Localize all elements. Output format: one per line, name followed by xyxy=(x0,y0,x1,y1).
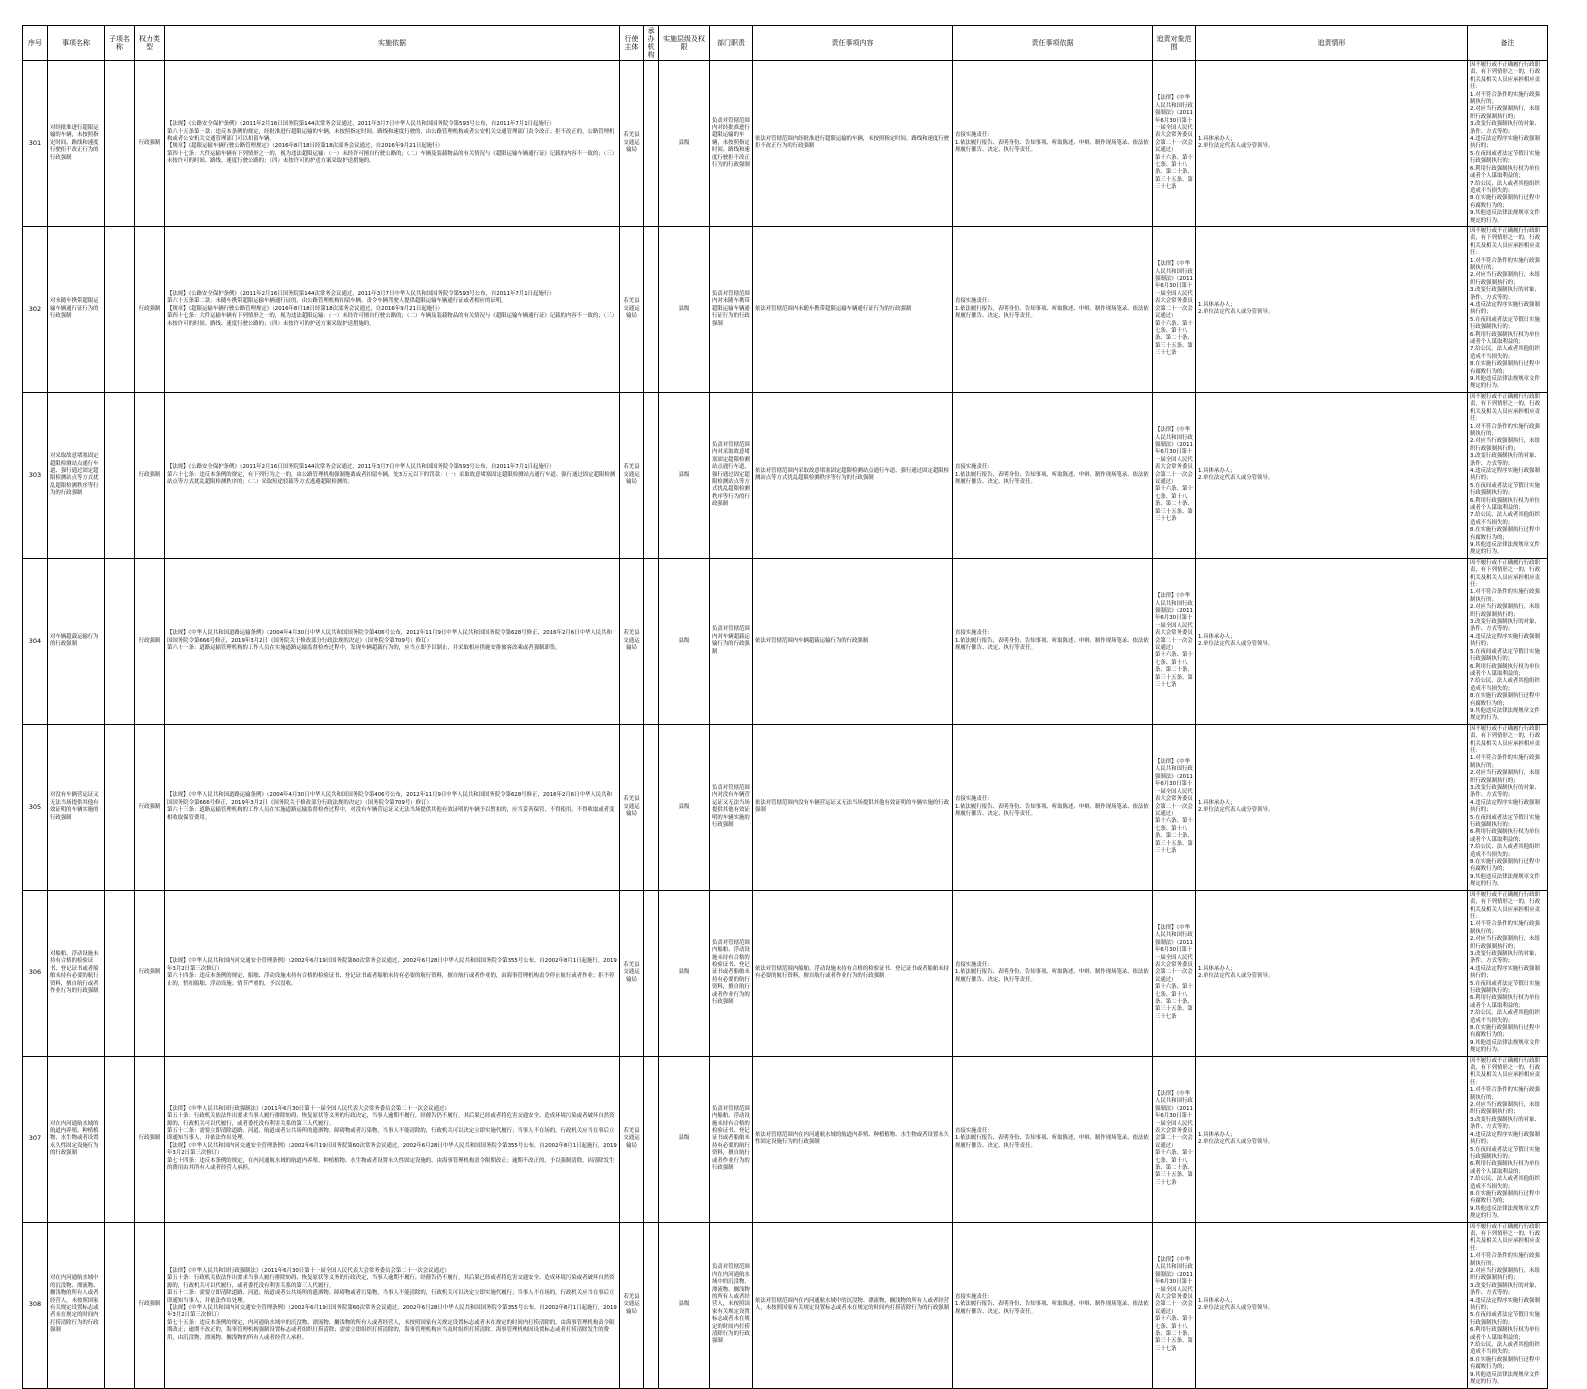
cell-situations: 因不履行或不正确履行行政职责，有下列情形之一的，行政机关及相关人员应承担相应责任： 1.对不符合条件的实施行政强制执行的； 2.对应当行政强制执行，未组织行政强制执行的； 3.改变行政强制执行的对象、条件、方式等的； 4.违反法定程序实施行政强制执行的； 5.在夜间或者法定节假日实施行政强制执行的； 6.利用行政强制执行权为单位或者个人谋取利益的； 7.给公民、法人或者其他组织造成不当损失的； 8.在实施行政强制执行过程中有腐败行为的； 9.其他违反法律法规规章文件规定的行为。 xyxy=(1468,724,1548,890)
cell-basis: 【法规】《公路安全保护条例》（2011年2月16日国务院第144次常务会议通过，2011年3月7日中华人民共和国国务院令第593号公布，自2011年7月1日起施行） 第六十七条：违反本条例的规定，有下列行为之一的，由公路管理机构强制拖离或者扣留车辆，处3万元以下的罚款：（一）采取故意堵塞固定超限检测站点通行车道、强行通过固定超限检测站点等方式扰乱超限检测秩序的；（二）采取短途驳载等方式逃避超限检测的。 xyxy=(165,392,620,558)
cell-subject: 若羌县交通运输局 xyxy=(620,1056,644,1222)
cell-dept-duty: 依法对管辖范围内未随车携带超限运输车辆通行证行为的行政强制 xyxy=(753,226,953,392)
table-row xyxy=(23,61,1548,227)
cell-scope: 负责对管辖范围内对经批准进行超限运输的车辆，未按照指定时间、路线和速度行驶拒不改正行为的行政强制 xyxy=(710,61,753,227)
cell-dept-duty: 依法对管辖范围内在内河通航水域中的沉没物、漂流物、搁浅物的所有人或者经营人，未按照国家有关规定设置标志或者未在规定的时间内打捞清除行为的行政强制 xyxy=(753,1222,953,1388)
cell-subitem xyxy=(105,61,135,227)
cell-basis: 【法律】《中华人民共和国行政强制法》（2011年6月30日第十一届全国人民代表大会常务委员会第二十一次会议通过） 第五十条：行政机关依法作出要求当事人履行排除妨碍、恢复原状等义务的行政决定，当事人逾期不履行，经催告仍不履行，其后果已经或者将危害交通安全、造成环境污染或者破坏自然资源的，行政机关可以代履行，或者委托没有利害关系的第三人代履行。 第五十二条：需要立即清除道路、河道、航道或者公共场所的遗洒物、障碍物或者污染物，当事人不能清除的，行政机关可以决定立即实施代履行；当事人不在场的，行政机关应当在事后立即通知当事人，并依法作出处理。 【法规】《中华人民共和国内河交通安全管理条例》（2002年6月19日国务院第60次常务会议通过，2002年6月28日中华人民共和国国务院令第355号公布，自2002年8月1日起施行，2019年3月2日第三次修订） 第七十四条：违反本条例的规定，在内河通航水域的航道内养殖、种植植物、水生物或者设置永久性固定设施的，由海事管理机构责令限期改正；逾期不改正的，予以强制清除，因清除发生的费用由其所有人或者经营人承担。 xyxy=(165,1056,620,1222)
table-row xyxy=(23,558,1548,724)
cell-organ xyxy=(644,724,659,890)
header-cell-content: 责任事项内容 xyxy=(753,26,953,61)
cell-subitem xyxy=(105,226,135,392)
header-cell-no: 序号 xyxy=(23,26,48,61)
cell-resp-content: 直接实施责任： 1.依法履行报告、表明身份、告知事项、听取陈述、申辩、制作现场笔录、依法依规履行催告、决定、执行等责任。 xyxy=(953,226,1153,392)
cell-item-name: 对未随车携带超限运输车辆通行证行为的行政强制 xyxy=(48,226,105,392)
cell-scope: 负责对管辖范围内对车辆超载运输行为的行政强制 xyxy=(710,558,753,724)
cell-scope: 负责对管辖范围内船舶、浮动设施未持有合格的检验证书、登记证书或者船舶未持有必要的航行资料，擅自航行或者作业行为的行政强制 xyxy=(710,890,753,1056)
cell-subitem xyxy=(105,1222,135,1388)
table-row xyxy=(23,1222,1548,1388)
table-row xyxy=(23,392,1548,558)
cell-power-type: 行政强制 xyxy=(135,724,165,890)
cell-basis: 【法规】《中华人民共和国内河交通安全管理条例》（2002年6月19日国务院第60次常务会议通过，2002年6月28日中华人民共和国国务院令第355号公布，自2002年8月1日起施行，2019年3月2日第三次修订） 第六十四条：违反本条例的规定，船舶、浮动设施未持有合格的检验证书、登记证书或者船舶未持有必要的航行资料，擅自航行或者作业的，由海事管理机构责令停止航行或者作业；拒不停止的，暂扣船舶、浮动设施；情节严重的，予以没收。 xyxy=(165,890,620,1056)
cell-situations: 因不履行或不正确履行行政职责，有下列情形之一的，行政机关及相关人员应承担相应责任： 1.对不符合条件的实施行政强制执行的； 2.对应当行政强制执行，未组织行政强制执行的； 3.改变行政强制执行的对象、条件、方式等的； 4.违反法定程序实施行政强制执行的； 5.在夜间或者法定节假日实施行政强制执行的； 6.利用行政强制执行权为单位或者个人谋取利益的； 7.给公民、法人或者其他组织造成不当损失的； 8.在实施行政强制执行过程中有腐败行为的； 9.其他违反法律法规规章文件规定的行为。 xyxy=(1468,1222,1548,1388)
cell-item-name: 对采取故意堵塞固定超限检测站点通行车道、强行通过固定超限检测站点等方式扰乱超限检测秩序等行为的行政强制 xyxy=(48,392,105,558)
cell-level: 县级 xyxy=(659,890,710,1056)
cell-level: 县级 xyxy=(659,1056,710,1222)
cell-scope: 负责对管辖范围内对没有车辆营运证又无法当场提供其他有效证明的车辆实施的行政强制 xyxy=(710,724,753,890)
cell-no: 301 xyxy=(23,61,48,227)
cell-power-type: 行政强制 xyxy=(135,392,165,558)
cell-subitem xyxy=(105,890,135,1056)
cell-subject: 若羌县交通运输局 xyxy=(620,226,644,392)
cell-resp-basis: 【法律】《中华人民共和国行政强制法》（2011年6月30日第十一届全国人民代表大会常务委员会第二十一次会议通过） 第十六条、第十七条、第十八条、第二十条、第三十五条、第三十七条 xyxy=(1153,1056,1196,1222)
cell-no: 304 xyxy=(23,558,48,724)
cell-accountable: 1.具体承办人； 2.单位法定代表人或分管领导。 xyxy=(1196,61,1468,227)
cell-subitem xyxy=(105,1056,135,1222)
cell-item-name: 对船舶、浮动设施未持有合格的检验证书、登记证书或者船舶未持有必要的航行资料，擅自航行或者作业行为的行政强制 xyxy=(48,890,105,1056)
cell-dept-duty: 依法对管辖范围内没有车辆营运证又无法当场提供其他有效证明的车辆实施的行政强制 xyxy=(753,724,953,890)
cell-resp-content: 直接实施责任： 1.依法履行报告、表明身份、告知事项、听取陈述、申辩、制作现场笔录、依法依规履行催告、决定、执行等责任。 xyxy=(953,890,1153,1056)
cell-resp-content: 直接实施责任： 1.依法履行报告、表明身份、告知事项、听取陈述、申辩、制作现场笔录、依法依规履行催告、决定、执行等责任。 xyxy=(953,1056,1153,1222)
cell-resp-content: 直接实施责任： 1.依法履行报告、表明身份、告知事项、听取陈述、申辩、制作现场笔录、依法依规履行催告、决定、执行等责任。 xyxy=(953,61,1153,227)
cell-scope: 负责对管辖范围内在内河通航水域中的沉没物、漂流物、搁浅物的所有人或者经营人，未按照国家有关规定设置标志或者未在规定的时间内打捞清除行为的行政强制 xyxy=(710,1222,753,1388)
cell-resp-content: 直接实施责任： 1.依法履行报告、表明身份、告知事项、听取陈述、申辩、制作现场笔录、依法依规履行催告、决定、执行等责任。 xyxy=(953,1222,1153,1388)
cell-resp-basis: 【法律】《中华人民共和国行政强制法》（2011年6月30日第十一届全国人民代表大会常务委员会第二十一次会议通过） 第十六条、第十七条、第十八条、第二十条、第三十五条、第三十七条 xyxy=(1153,890,1196,1056)
cell-basis: 【法规】《公路安全保护条例》（2011年2月16日国务院第144次常务会议通过，2011年3月7日中华人民共和国国务院令第593号公布，自2011年7月1日起施行） 第六十五条第二款：未随车携带超限运输车辆通行证的，由公路管理机构扣留车辆，责令车辆驾驶人提供超限运输车辆通行证或者相应的证明。 【规章】《超限运输车辆行驶公路管理规定》（2016年8月18日经第18次部务会议通过，自2016年9月21日起施行） 第四十七条：大件运输车辆有下列情形之一的，视为违法超限运输：（一）未经许可擅自行驶公路的；（二）车辆及装载物品的有关情况与《超限运输车辆通行证》记载的内容不一致的；（三）未按许可的时间、路线、速度行驶公路的；（四）未按许可的护送方案采取护送措施的。 xyxy=(165,226,620,392)
cell-organ xyxy=(644,226,659,392)
cell-accountable: 1.具体承办人； 2.单位法定代表人或分管领导。 xyxy=(1196,226,1468,392)
cell-resp-content: 直接实施责任： 1.依法履行报告、表明身份、告知事项、听取陈述、申辩、制作现场笔录、依法依规履行催告、决定、执行等责任。 xyxy=(953,558,1153,724)
cell-situations: 因不履行或不正确履行行政职责，有下列情形之一的，行政机关及相关人员应承担相应责任： 1.对不符合条件的实施行政强制执行的； 2.对应当行政强制执行，未组织行政强制执行的； 3.改变行政强制执行的对象、条件、方式等的； 4.违反法定程序实施行政强制执行的； 5.在夜间或者法定节假日实施行政强制执行的； 6.利用行政强制执行权为单位或者个人谋取利益的； 7.给公民、法人或者其他组织造成不当损失的； 8.在实施行政强制执行过程中有腐败行为的； 9.其他违反法律法规规章文件规定的行为。 xyxy=(1468,890,1548,1056)
cell-organ xyxy=(644,61,659,227)
cell-item-name: 对在内河通航水域的航道内养殖、种植植物、水生物或者设置永久性固定设施行为的行政强制 xyxy=(48,1056,105,1222)
cell-item-name: 对经批准进行超限运输的车辆，未按照指定时间、路线和速度行驶拒不改正行为的行政强制 xyxy=(48,61,105,227)
header-cell-organ: 承办机构 xyxy=(644,26,659,61)
cell-subject: 若羌县交通运输局 xyxy=(620,890,644,1056)
cell-subitem xyxy=(105,558,135,724)
cell-situations: 因不履行或不正确履行行政职责，有下列情形之一的，行政机关及相关人员应承担相应责任： 1.对不符合条件的实施行政强制执行的； 2.对应当行政强制执行，未组织行政强制执行的； 3.改变行政强制执行的对象、条件、方式等的； 4.违反法定程序实施行政强制执行的； 5.在夜间或者法定节假日实施行政强制执行的； 6.利用行政强制执行权为单位或者个人谋取利益的； 7.给公民、法人或者其他组织造成不当损失的； 8.在实施行政强制执行过程中有腐败行为的； 9.其他违反法律法规规章文件规定的行为。 xyxy=(1468,392,1548,558)
header-cell-subject: 行使主体 xyxy=(620,26,644,61)
cell-dept-duty: 依法对管辖范围内船舶、浮动设施未持有合格的检验证书、登记证书或者船舶未持有必要的航行资料，擅自航行或者作业行为的行政强制 xyxy=(753,890,953,1056)
cell-scope: 负责对管辖范围内船舶、浮动设施未持有合格的检验证书、登记证书或者船舶未持有必要的航行资料，擅自航行或者作业行为的行政强制 xyxy=(710,1056,753,1222)
cell-organ xyxy=(644,1222,659,1388)
cell-subitem xyxy=(105,392,135,558)
cell-situations: 因不履行或不正确履行行政职责，有下列情形之一的，行政机关及相关人员应承担相应责任： 1.对不符合条件的实施行政强制执行的； 2.对应当行政强制执行，未组织行政强制执行的； 3.改变行政强制执行的对象、条件、方式等的； 4.违反法定程序实施行政强制执行的； 5.在夜间或者法定节假日实施行政强制执行的； 6.利用行政强制执行权为单位或者个人谋取利益的； 7.给公民、法人或者其他组织造成不当损失的； 8.在实施行政强制执行过程中有腐败行为的； 9.其他违反法律法规规章文件规定的行为。 xyxy=(1468,558,1548,724)
cell-dept-duty: 依法对管辖范围内车辆超载运输行为的行政强制 xyxy=(753,558,953,724)
cell-accountable: 1.具体承办人； 2.单位法定代表人或分管领导。 xyxy=(1196,890,1468,1056)
cell-level: 县级 xyxy=(659,1222,710,1388)
cell-basis: 【法规】《公路安全保护条例》（2011年2月16日国务院第144次常务会议通过，2011年3月7日中华人民共和国国务院令第593号公布，自2011年7月1日起施行） 第六十五条第一款：违反本条例的规定，经批准进行超限运输的车辆，未按照指定时间、路线和速度行驶的，由公路管理机构或者公安机关交通管理部门责令改正；拒不改正的，公路管理机构或者公安机关交通管理部门可以扣留车辆。 【规章】《超限运输车辆行驶公路管理规定》（2016年8月18日经第18次部务会议通过，自2016年9月21日起施行） 第四十七条：大件运输车辆有下列情形之一的，视为违法超限运输：（一）未经许可擅自行驶公路的；（二）车辆及装载物品的有关情况与《超限运输车辆通行证》记载的内容不一致的；（三）未按许可的时间、路线、速度行驶公路的；（四）未按许可的护送方案采取护送措施的。 xyxy=(165,61,620,227)
cell-dept-duty: 依法对管辖范围内在内河通航水域的航道内养殖、种植植物、水生物或者设置永久性固定设施行为的行政强制 xyxy=(753,1056,953,1222)
cell-level: 县级 xyxy=(659,724,710,890)
header-cell-subitem: 子项名称 xyxy=(105,26,135,61)
header-cell-situations: 追责情形 xyxy=(1196,26,1468,61)
header-cell-duty: 部门职责 xyxy=(710,26,753,61)
cell-no: 307 xyxy=(23,1056,48,1222)
cell-subject: 若羌县交通运输局 xyxy=(620,61,644,227)
cell-organ xyxy=(644,558,659,724)
cell-situations: 因不履行或不正确履行行政职责，有下列情形之一的，行政机关及相关人员应承担相应责任： 1.对不符合条件的实施行政强制执行的； 2.对应当行政强制执行，未组织行政强制执行的； 3.改变行政强制执行的对象、条件、方式等的； 4.违反法定程序实施行政强制执行的； 5.在夜间或者法定节假日实施行政强制执行的； 6.利用行政强制执行权为单位或者个人谋取利益的； 7.给公民、法人或者其他组织造成不当损失的； 8.在实施行政强制执行过程中有腐败行为的； 9.其他违反法律法规规章文件规定的行为。 xyxy=(1468,61,1548,227)
cell-power-type: 行政强制 xyxy=(135,890,165,1056)
table-row xyxy=(23,890,1548,1056)
cell-power-type: 行政强制 xyxy=(135,1222,165,1388)
cell-resp-basis: 【法律】《中华人民共和国行政强制法》（2011年6月30日第十一届全国人民代表大会常务委员会第二十一次会议通过） 第十六条、第十七条、第十八条、第二十条、第三十五条、第三十七条 xyxy=(1153,558,1196,724)
header-cell-resp-basis: 责任事项依据 xyxy=(953,26,1153,61)
cell-no: 303 xyxy=(23,392,48,558)
cell-dept-duty: 依法对管辖范围内经批准进行超限运输的车辆，未按照指定时间、路线和速度行驶拒不改正行为的行政强制 xyxy=(753,61,953,227)
cell-resp-content: 直接实施责任： 1.依法履行报告、表明身份、告知事项、听取陈述、申辩、制作现场笔录、依法依规履行催告、决定、执行等责任。 xyxy=(953,392,1153,558)
header-row xyxy=(23,26,1548,61)
cell-resp-basis: 【法律】《中华人民共和国行政强制法》（2011年6月30日第十一届全国人民代表大会常务委员会第二十一次会议通过） 第十六条、第十七条、第十八条、第二十条、第三十五条、第三十七条 xyxy=(1153,1222,1196,1388)
cell-power-type: 行政强制 xyxy=(135,61,165,227)
cell-power-type: 行政强制 xyxy=(135,226,165,392)
cell-organ xyxy=(644,890,659,1056)
cell-basis: 【法规】《中华人民共和国道路运输条例》（2004年4月30日中华人民共和国国务院令第406号公布，2012年11月9日中华人民共和国国务院令第628号修正，2016年2月6日中华人民共和国国务院令第666号修正，2019年3月2日《国务院关于修改部分行政法规的决定》（国务院令第709号）修订） 第六十一条：道路运输管理机构的工作人员在实施道路运输监督检查过程中，发现车辆超载行为的，应当立即予以制止，并采取相应措施安排旅客改乘或者强制卸货。 xyxy=(165,558,620,724)
cell-subject: 若羌县交通运输局 xyxy=(620,558,644,724)
cell-basis: 【法规】《中华人民共和国道路运输条例》（2004年4月30日中华人民共和国国务院令第406号公布，2012年11月9日中华人民共和国国务院令第628号修正，2016年2月6日中华人民共和国国务院令第666号修正，2019年3月2日《国务院关于修改部分行政法规的决定》（国务院令第709号）修订） 第六十三条：道路运输管理机构的工作人员在实施道路运输监督检查过程中，对没有车辆营运证又无法当场提供其他有效证明的车辆予以暂扣的，应当妥善保管，不得使用，不得收取或者变相收取保管费用。 xyxy=(165,724,620,890)
cell-item-name: 对在内河通航水域中的沉没物、漂流物、搁浅物的所有人或者经营人，未按照国家有关规定设置标志或者未在规定的时间内打捞清除行为的行政强制 xyxy=(48,1222,105,1388)
cell-resp-basis: 【法律】《中华人民共和国行政强制法》（2011年6月30日第十一届全国人民代表大会常务委员会第二十一次会议通过） 第十六条、第十七条、第十八条、第二十条、第三十五条、第三十七条 xyxy=(1153,226,1196,392)
cell-accountable: 1.具体承办人； 2.单位法定代表人或分管领导。 xyxy=(1196,1222,1468,1388)
cell-item-name: 对没有车辆营运证又无法当场提供其他有效证明的车辆实施的行政强制 xyxy=(48,724,105,890)
cell-accountable: 1.具体承办人； 2.单位法定代表人或分管领导。 xyxy=(1196,392,1468,558)
table-row xyxy=(23,226,1548,392)
cell-resp-basis: 【法律】《中华人民共和国行政强制法》（2011年6月30日第十一届全国人民代表大会常务委员会第二十一次会议通过） 第十六条、第十七条、第十八条、第二十条、第三十五条、第三十七条 xyxy=(1153,61,1196,227)
cell-level: 县级 xyxy=(659,558,710,724)
cell-scope: 负责对管辖范围内对未随车携带超限运输车辆通行证行为的行政强制 xyxy=(710,226,753,392)
cell-level: 县级 xyxy=(659,226,710,392)
cell-no: 306 xyxy=(23,890,48,1056)
cell-resp-basis: 【法律】《中华人民共和国行政强制法》（2011年6月30日第十一届全国人民代表大会常务委员会第二十一次会议通过） 第十六条、第十七条、第十八条、第二十条、第三十五条、第三十七条 xyxy=(1153,392,1196,558)
header-cell-type: 权力类型 xyxy=(135,26,165,61)
cell-no: 302 xyxy=(23,226,48,392)
cell-subject: 若羌县交通运输局 xyxy=(620,724,644,890)
header-cell-level: 实施层级及权限 xyxy=(659,26,710,61)
cell-no: 308 xyxy=(23,1222,48,1388)
cell-basis: 【法律】《中华人民共和国行政强制法》（2011年6月30日第十一届全国人民代表大会常务委员会第二十一次会议通过） 第五十条：行政机关依法作出要求当事人履行排除妨碍、恢复原状等义务的行政决定，当事人逾期不履行，经催告仍不履行，其后果已经或者将危害交通安全、造成环境污染或者破坏自然资源的，行政机关可以代履行，或者委托没有利害关系的第三人代履行。 第五十二条：需要立即清除道路、河道、航道或者公共场所的遗洒物、障碍物或者污染物，当事人不能清除的，行政机关可以决定立即实施代履行；当事人不在场的，行政机关应当在事后立即通知当事人，并依法作出处理。 【法规】《中华人民共和国内河交通安全管理条例》（2002年6月19日国务院第60次常务会议通过，2002年6月28日中华人民共和国国务院令第355号公布，自2002年8月1日起施行，2019年3月2日第三次修订） 第七十五条：违反本条例的规定，内河通航水域中的沉没物、漂流物、搁浅物的所有人或者经营人，未按照国家有关规定设置标志或者未在规定的时间内打捞清除的，由海事管理机构责令限期改正；逾期不改正的，海事管理机构强制设置标志或者组织打捞清除；需要立即组织打捞清除的，海事管理机构应当及时组织打捞清除。海事管理机构因设置标志或者打捞清除发生的费用，由沉没物、漂流物、搁浅物的所有人或者经营人承担。 xyxy=(165,1222,620,1388)
header-cell-name: 事项名称 xyxy=(48,26,105,61)
cell-situations: 因不履行或不正确履行行政职责，有下列情形之一的，行政机关及相关人员应承担相应责任： 1.对不符合条件的实施行政强制执行的； 2.对应当行政强制执行，未组织行政强制执行的； 3.改变行政强制执行的对象、条件、方式等的； 4.违反法定程序实施行政强制执行的； 5.在夜间或者法定节假日实施行政强制执行的； 6.利用行政强制执行权为单位或者个人谋取利益的； 7.给公民、法人或者其他组织造成不当损失的； 8.在实施行政强制执行过程中有腐败行为的； 9.其他违反法律法规规章文件规定的行为。 xyxy=(1468,226,1548,392)
cell-level: 县级 xyxy=(659,392,710,558)
cell-accountable: 1.具体承办人； 2.单位法定代表人或分管领导。 xyxy=(1196,724,1468,890)
header-cell-accountable: 追责对象范围 xyxy=(1153,26,1196,61)
cell-accountable: 1.具体承办人； 2.单位法定代表人或分管领导。 xyxy=(1196,1056,1468,1222)
cell-subject: 若羌县交通运输局 xyxy=(620,392,644,558)
cell-subject: 若羌县交通运输局 xyxy=(620,1222,644,1388)
cell-power-type: 行政强制 xyxy=(135,558,165,724)
table-row xyxy=(23,1056,1548,1222)
cell-resp-content: 直接实施责任： 1.依法履行报告、表明身份、告知事项、听取陈述、申辩、制作现场笔录、依法依规履行催告、决定、执行等责任。 xyxy=(953,724,1153,890)
cell-resp-basis: 【法律】《中华人民共和国行政强制法》（2011年6月30日第十一届全国人民代表大会常务委员会第二十一次会议通过） 第十六条、第十七条、第十八条、第二十条、第三十五条、第三十七条 xyxy=(1153,724,1196,890)
cell-dept-duty: 依法对管辖范围内采取故意堵塞固定超限检测站点通行车道、强行通过固定超限检测站点等方式扰乱超限检测秩序等行为的行政强制 xyxy=(753,392,953,558)
cell-no: 305 xyxy=(23,724,48,890)
cell-power-type: 行政强制 xyxy=(135,1056,165,1222)
responsibility-table xyxy=(22,25,1548,1389)
header-cell-basis: 实施依据 xyxy=(165,26,620,61)
header-cell-remarks: 备注 xyxy=(1468,26,1548,61)
table-row xyxy=(23,724,1548,890)
cell-item-name: 对车辆超载运输行为的行政强制 xyxy=(48,558,105,724)
cell-organ xyxy=(644,1056,659,1222)
cell-subitem xyxy=(105,724,135,890)
cell-level: 县级 xyxy=(659,61,710,227)
cell-accountable: 1.具体承办人； 2.单位法定代表人或分管领导。 xyxy=(1196,558,1468,724)
cell-scope: 负责对管辖范围内对采取故意堵塞固定超限检测站点通行车道、强行通过固定超限检测站点等方式扰乱超限检测秩序等行为的行政强制 xyxy=(710,392,753,558)
cell-organ xyxy=(644,392,659,558)
cell-situations: 因不履行或不正确履行行政职责，有下列情形之一的，行政机关及相关人员应承担相应责任： 1.对不符合条件的实施行政强制执行的； 2.对应当行政强制执行，未组织行政强制执行的； 3.改变行政强制执行的对象、条件、方式等的； 4.违反法定程序实施行政强制执行的； 5.在夜间或者法定节假日实施行政强制执行的； 6.利用行政强制执行权为单位或者个人谋取利益的； 7.给公民、法人或者其他组织造成不当损失的； 8.在实施行政强制执行过程中有腐败行为的； 9.其他违反法律法规规章文件规定的行为。 xyxy=(1468,1056,1548,1222)
